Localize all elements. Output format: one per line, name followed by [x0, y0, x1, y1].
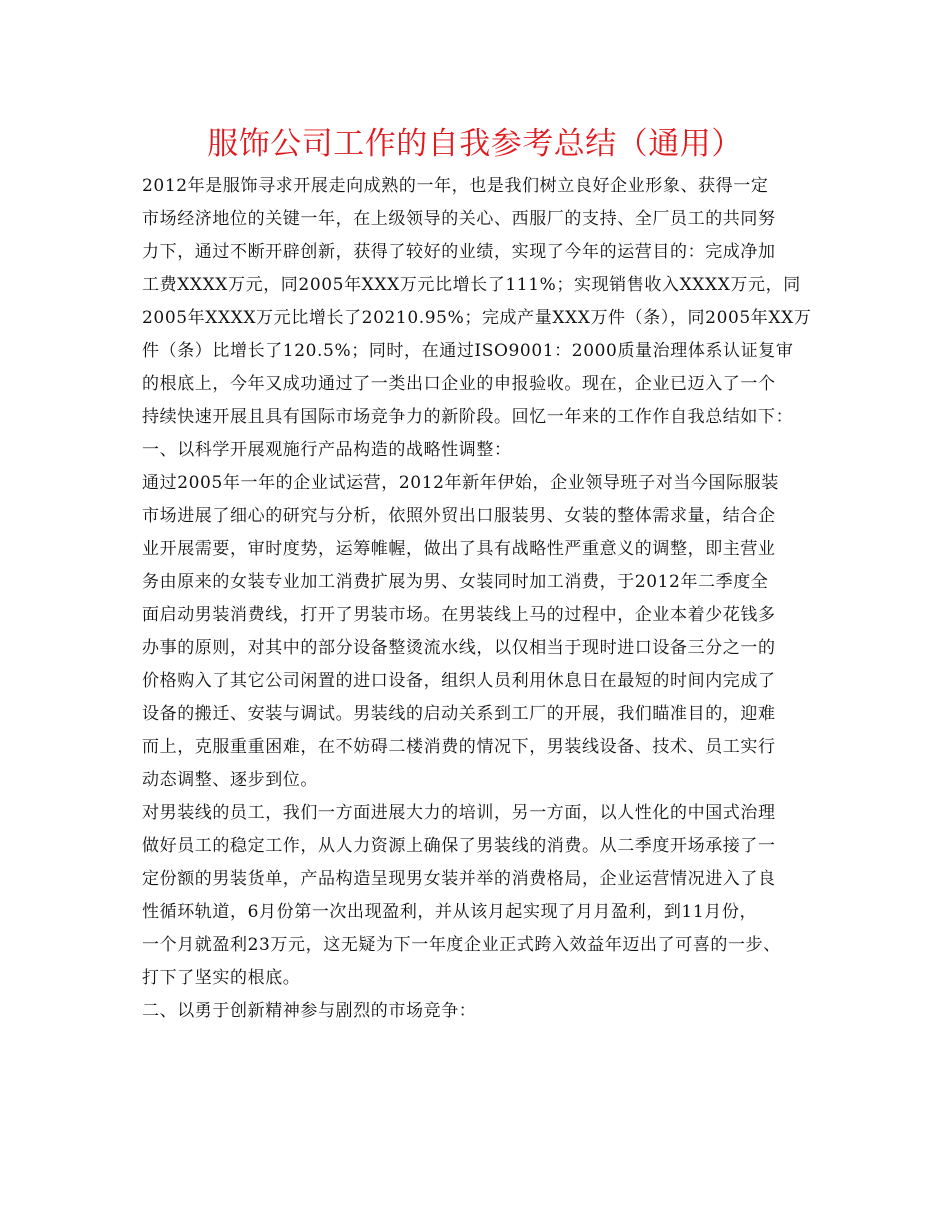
body-line: 工费XXXX万元，同2005年XXX万元比增长了111%；实现销售收入XXXX万元，同 — [142, 275, 801, 295]
body-line: 业开展需要，审时度势，运筹帷幄，做出了具有战略性严重意义的调整，即主营业 — [142, 539, 776, 559]
body-line: 持续快速开展且具有国际市场竞争力的新阶段。回忆一年来的工作作自我总结如下： — [142, 407, 794, 427]
section-heading: 一、以科学开展观施行产品构造的战略性调整： — [142, 440, 512, 460]
body-line: 面启动男装消费线，打开了男装市场。在男装线上马的过程中，企业本着少花钱多 — [142, 605, 776, 625]
document-title: 服饰公司工作的自我参考总结（通用） — [207, 126, 743, 162]
document-body — [142, 170, 832, 1028]
body-line: 定份额的男装货单，产品构造呈现男女装并举的消费格局，企业运营情况进入了良 — [142, 869, 776, 889]
body-line: 而上，克服重重困难，在不妨碍二楼消费的情况下，男装线设备、技术、员工实行 — [142, 737, 776, 757]
body-line: 的根底上，今年又成功通过了一类出口企业的申报验收。现在，企业已迈入了一个 — [142, 374, 776, 394]
body-line: 力下，通过不断开辟创新，获得了较好的业绩，实现了今年的运营目的：完成净加 — [142, 242, 776, 262]
body-line: 做好员工的稳定工作，从人力资源上确保了男装线的消费。从二季度开场承接了一 — [142, 836, 776, 856]
body-line: 价格购入了其它公司闲置的进口设备，组织人员利用休息日在最短的时间内完成了 — [142, 671, 776, 691]
body-line: 2005年XXXX万元比增长了20210.95%；完成产量XXX万件（条），同2005年XX万 — [142, 308, 812, 328]
body-line: 2012年是服饰寻求开展走向成熟的一年，也是我们树立良好企业形象、获得一定 — [142, 176, 769, 196]
body-line: 市场进展了细心的研究与分析，依照外贸出口服装男、女装的整体需求量，结合企 — [142, 506, 776, 526]
body-line: 动态调整、逐步到位。 — [142, 770, 318, 790]
section-heading: 二、以勇于创新精神参与剧烈的市场竞争： — [142, 1001, 477, 1021]
body-line: 对男装线的员工，我们一方面进展大力的培训，另一方面，以人性化的中国式治理 — [142, 803, 776, 823]
body-line: 设备的搬迁、安装与调试。男装线的启动关系到工厂的开展，我们瞄准目的，迎难 — [142, 704, 776, 724]
body-line: 通过2005年一年的企业试运营，2012年新年伊始，企业领导班子对当今国际服装 — [142, 473, 779, 493]
body-line: 市场经济地位的关键一年，在上级领导的关心、西服厂的支持、全厂员工的共同努 — [142, 209, 776, 229]
body-line: 件（条）比增长了120.5%；同时，在通过ISO9001：2000质量治理体系认证复审 — [142, 341, 794, 361]
body-line: 性循环轨道，6月份第一次出现盈利，并从该月起实现了月月盈利，到11月份， — [142, 902, 758, 922]
body-line: 打下了坚实的根底。 — [142, 968, 301, 988]
body-line: 务由原来的女装专业加工消费扩展为男、女装同时加工消费，于2012年二季度全 — [142, 572, 769, 592]
body-line: 一个月就盈利23万元，这无疑为下一年度企业正式跨入效益年迈出了可喜的一步、 — [142, 935, 781, 955]
body-line: 办事的原则，对其中的部分设备整烫流水线，以仅相当于现时进口设备三分之一的 — [142, 638, 776, 658]
